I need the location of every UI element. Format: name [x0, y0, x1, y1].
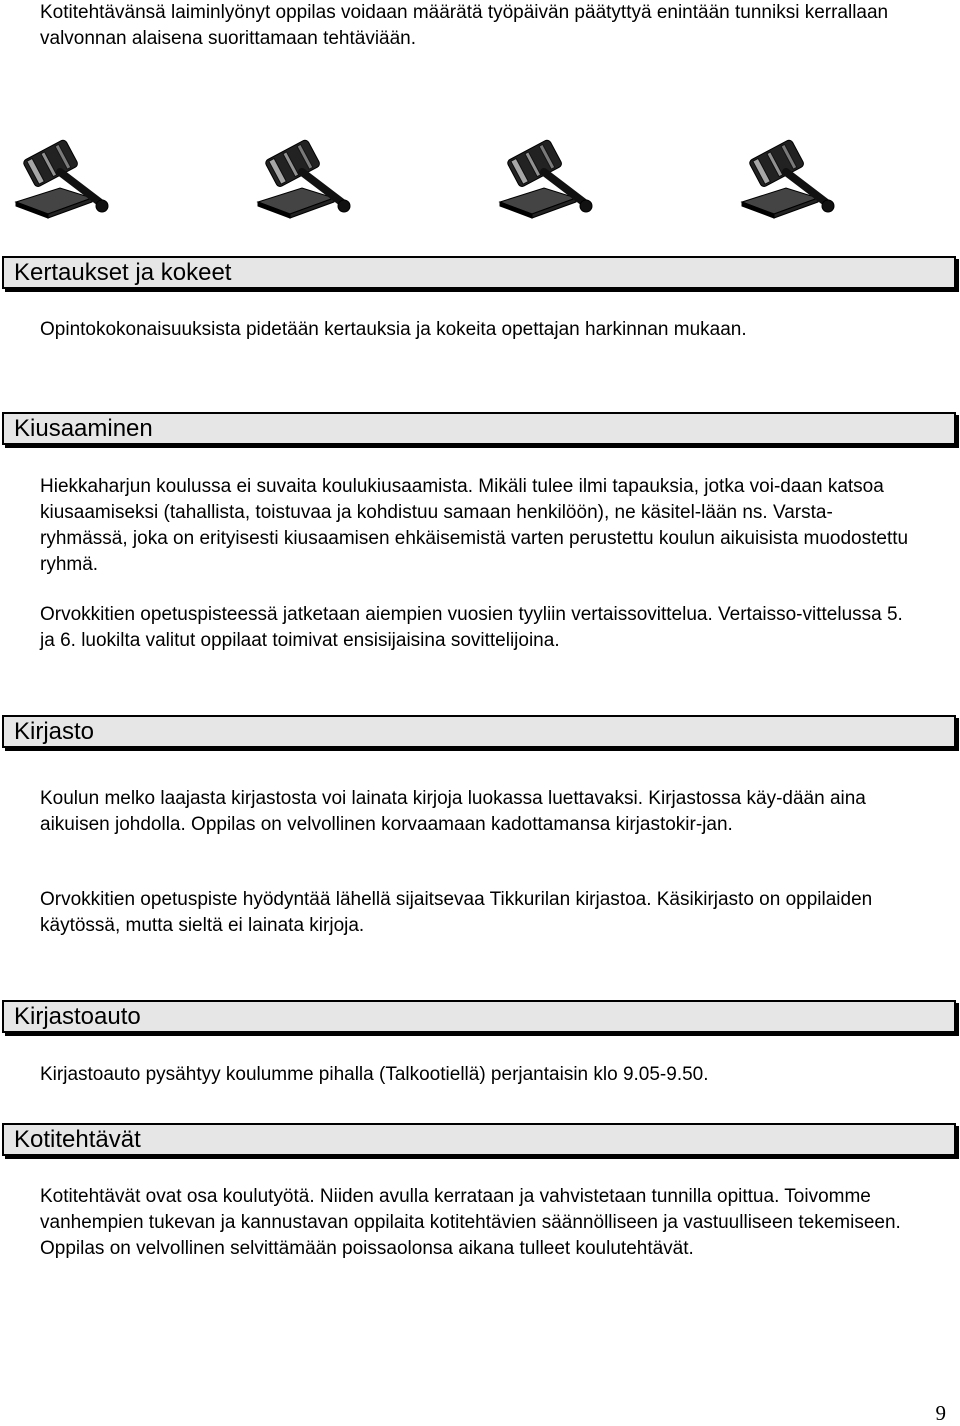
gavel-icon — [12, 136, 112, 220]
page-number: 9 — [935, 1401, 946, 1425]
section-heading: Kirjastoauto — [2, 1000, 956, 1033]
section-paragraph: Koulun melko laajasta kirjastosta voi lainata kirjoja luokassa luettavaksi. Kirjastossa käy-dään aina aikuisen johdolla. Oppilas on velvollinen korvaamaan kadottamansa kirjastokir-jan. — [40, 788, 866, 835]
gavel-icon — [738, 136, 838, 220]
gavel-divider — [0, 136, 960, 220]
section-heading: Kiusaaminen — [2, 412, 956, 445]
section-paragraph: Kotitehtävät ovat osa koulutyötä. Niiden avulla kerrataan ja vahvistetaan tunnilla opittua. Toivomme vanhempien tukevan ja kannustavan oppilaita kotitehtävien säännölliseen ja vastuulliseen tekemiseen. Oppilas on velvollinen selvittämään poissaolonsa aikana tulleet koulutehtävät. — [40, 1186, 901, 1259]
gavel-icon — [254, 136, 354, 220]
section-heading: Kotitehtävät — [2, 1123, 956, 1156]
section-paragraph: Orvokkitien opetuspiste hyödyntää lähellä sijaitsevaa Tikkurilan kirjastoa. Käsikirjasto on oppilaiden käytössä, mutta sieltä ei lainata kirjoja. — [40, 889, 873, 936]
intro-paragraph: Kotitehtävänsä laiminlyönyt oppilas voidaan määrätä työpäivän päätyttyä enintään tunniksi kerrallaan valvonnan alaisena suorittamaan tehtäviään. — [40, 2, 889, 49]
section-paragraph: Hiekkaharjun koulussa ei suvaita koulukiusaamista. Mikäli tulee ilmi tapauksia, jotka voi-daan katsoa kiusaamiseksi (tahallista, toistuvaa ja kohdistuu samaan henkilöön), ne käsitel-lään ns. Varsta-ryhmässä, joka on erityisesti kiusaamisen ehkäisemistä varten perustettu koulun aikuisista muodostettu ryhmä. — [40, 476, 909, 575]
section-heading: Kertaukset ja kokeet — [2, 256, 956, 289]
section-heading: Kirjasto — [2, 715, 956, 748]
gavel-icon — [496, 136, 596, 220]
section-paragraph: Kirjastoauto pysähtyy koulumme pihalla (Talkootiellä) perjantaisin klo 9.05-9.50. — [40, 1064, 709, 1085]
section-paragraph: Orvokkitien opetuspisteessä jatketaan aiempien vuosien tyyliin vertaissovittelua. Vertaisso-vittelussa 5. ja 6. luokilta valitut oppilaat toimivat ensisijaisina sovittelijoina. — [40, 604, 903, 651]
section-paragraph: Opintokokonaisuuksista pidetään kertauksia ja kokeita opettajan harkinnan mukaan. — [40, 319, 747, 340]
